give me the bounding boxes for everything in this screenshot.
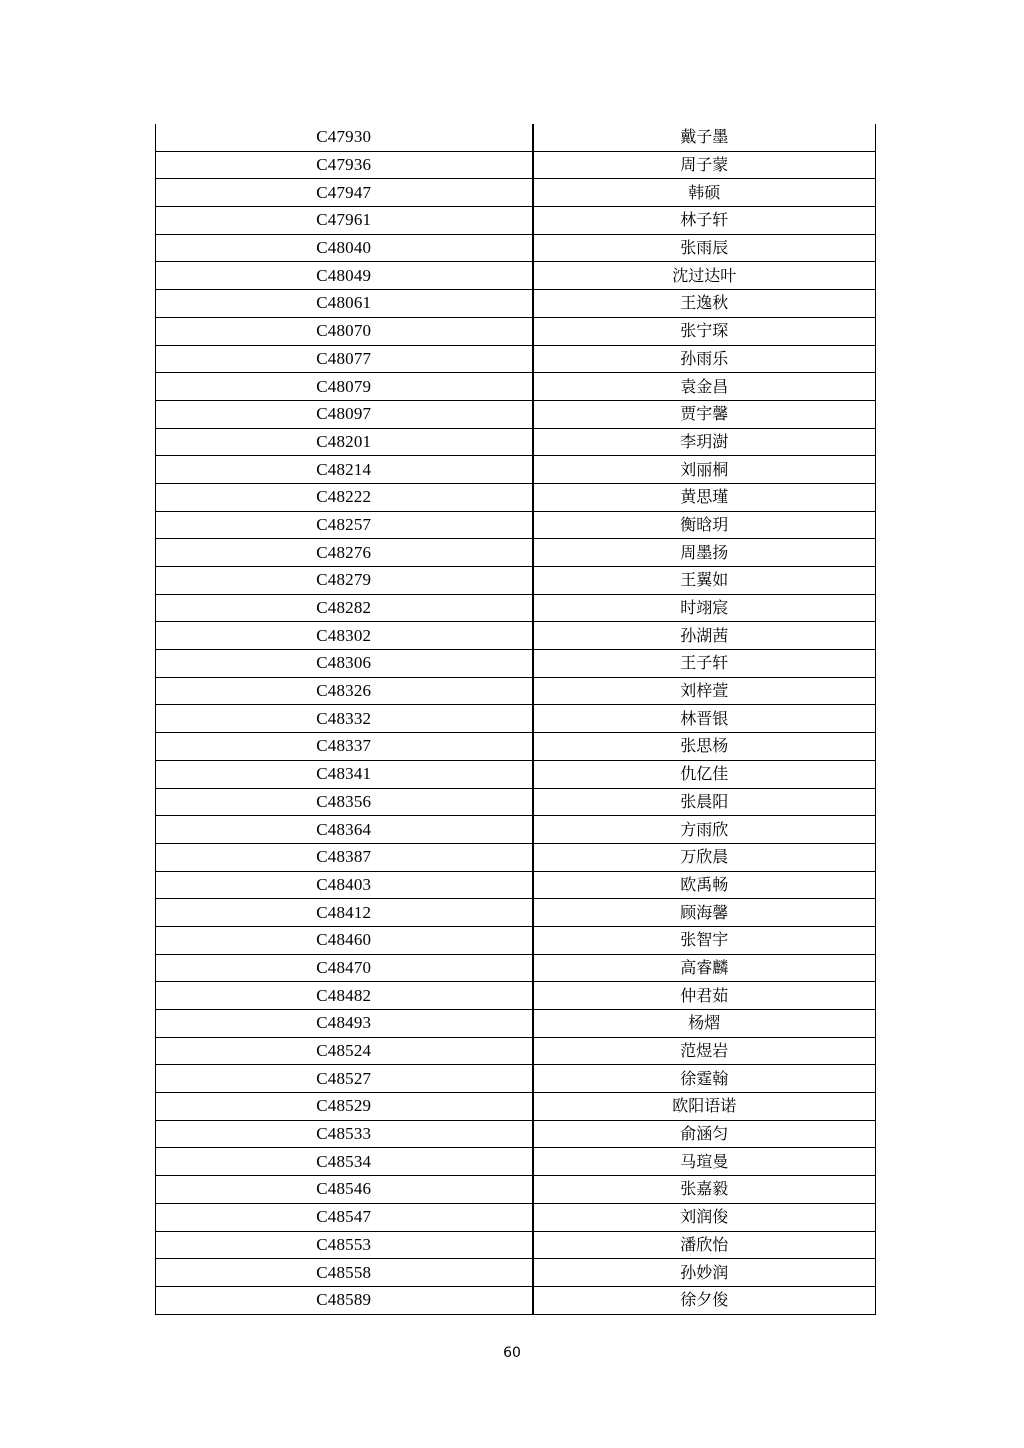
student-name-cell: 王子轩 (533, 650, 876, 678)
table-row (156, 290, 876, 318)
student-name-cell: 林子轩 (533, 207, 876, 235)
student-name-cell: 张晨阳 (533, 788, 876, 816)
student-name-cell: 衡晗玥 (533, 511, 876, 539)
student-id-cell: C48276 (156, 539, 533, 567)
table-row (156, 567, 876, 595)
student-id-cell: C48061 (156, 290, 533, 318)
student-id-cell: C48529 (156, 1093, 533, 1121)
student-name-cell: 贾宇馨 (533, 400, 876, 428)
student-id-cell: C48097 (156, 400, 533, 428)
table-row (156, 539, 876, 567)
table-row (156, 1065, 876, 1093)
table-row (156, 982, 876, 1010)
student-id-cell: C48306 (156, 650, 533, 678)
table-row (156, 816, 876, 844)
table-row (156, 345, 876, 373)
student-id-cell: C47930 (156, 124, 533, 151)
student-id-cell: C48460 (156, 926, 533, 954)
table-row (156, 760, 876, 788)
roster-table (155, 124, 876, 1315)
table-row (156, 788, 876, 816)
student-name-cell: 黄思瑾 (533, 483, 876, 511)
student-name-cell: 徐霆翰 (533, 1065, 876, 1093)
table-row (156, 677, 876, 705)
student-name-cell: 徐夕俊 (533, 1286, 876, 1314)
student-id-cell: C48533 (156, 1120, 533, 1148)
student-name-cell: 王翼如 (533, 567, 876, 595)
table-row (156, 733, 876, 761)
student-id-cell: C48482 (156, 982, 533, 1010)
table-row (156, 1176, 876, 1204)
student-name-cell: 欧阳语诺 (533, 1093, 876, 1121)
student-name-cell: 王逸秋 (533, 290, 876, 318)
student-id-cell: C48412 (156, 899, 533, 927)
student-name-cell: 张思杨 (533, 733, 876, 761)
table-row (156, 456, 876, 484)
table-row (156, 899, 876, 927)
page-number: 60 (503, 1345, 521, 1361)
student-name-cell: 高睿麟 (533, 954, 876, 982)
student-name-cell: 孙雨乐 (533, 345, 876, 373)
student-name-cell: 俞涵匀 (533, 1120, 876, 1148)
student-id-cell: C48364 (156, 816, 533, 844)
student-id-cell: C48257 (156, 511, 533, 539)
student-id-cell: C47961 (156, 207, 533, 235)
student-name-cell: 时翊宸 (533, 594, 876, 622)
student-name-cell: 万欣晨 (533, 843, 876, 871)
table-row (156, 871, 876, 899)
student-id-cell: C48214 (156, 456, 533, 484)
student-name-cell: 林晋银 (533, 705, 876, 733)
student-name-cell: 周墨扬 (533, 539, 876, 567)
student-id-cell: C48040 (156, 234, 533, 262)
table-row (156, 179, 876, 207)
student-name-cell: 潘欣怡 (533, 1231, 876, 1259)
student-name-cell: 张宁琛 (533, 317, 876, 345)
student-id-cell: C48282 (156, 594, 533, 622)
table-row (156, 622, 876, 650)
student-name-cell: 周子蒙 (533, 151, 876, 179)
student-id-cell: C48077 (156, 345, 533, 373)
student-name-cell: 仲君茹 (533, 982, 876, 1010)
student-id-cell: C48547 (156, 1203, 533, 1231)
student-id-cell: C48524 (156, 1037, 533, 1065)
table-row (156, 1203, 876, 1231)
student-name-cell: 马瑄曼 (533, 1148, 876, 1176)
table-row (156, 124, 876, 151)
student-name-cell: 刘润俊 (533, 1203, 876, 1231)
student-id-cell: C48558 (156, 1259, 533, 1287)
student-id-cell: C48332 (156, 705, 533, 733)
table-row (156, 705, 876, 733)
table-row (156, 1093, 876, 1121)
table-row (156, 234, 876, 262)
table-row (156, 1231, 876, 1259)
table-row (156, 207, 876, 235)
table-row (156, 1286, 876, 1314)
student-id-cell: C48534 (156, 1148, 533, 1176)
student-id-cell: C48589 (156, 1286, 533, 1314)
student-name-cell: 范煜岩 (533, 1037, 876, 1065)
table-row (156, 428, 876, 456)
student-id-cell: C48337 (156, 733, 533, 761)
student-id-cell: C48341 (156, 760, 533, 788)
table-row (156, 926, 876, 954)
student-id-cell: C48279 (156, 567, 533, 595)
student-id-cell: C47936 (156, 151, 533, 179)
table-row (156, 262, 876, 290)
table-row (156, 483, 876, 511)
student-id-cell: C48527 (156, 1065, 533, 1093)
student-id-cell: C48070 (156, 317, 533, 345)
table-row (156, 650, 876, 678)
table-row (156, 151, 876, 179)
table-row (156, 843, 876, 871)
student-id-cell: C47947 (156, 179, 533, 207)
student-name-cell: 欧禹畅 (533, 871, 876, 899)
student-id-cell: C48302 (156, 622, 533, 650)
table-row (156, 1010, 876, 1038)
student-name-cell: 袁金昌 (533, 373, 876, 401)
student-name-cell: 刘梓萱 (533, 677, 876, 705)
table-row (156, 373, 876, 401)
student-name-cell: 刘丽桐 (533, 456, 876, 484)
table-row (156, 594, 876, 622)
student-name-cell: 李玥澍 (533, 428, 876, 456)
student-id-cell: C48553 (156, 1231, 533, 1259)
student-id-cell: C48470 (156, 954, 533, 982)
student-id-cell: C48546 (156, 1176, 533, 1204)
table-row (156, 1120, 876, 1148)
student-name-cell: 孙湖茜 (533, 622, 876, 650)
table-row (156, 317, 876, 345)
student-name-cell: 张嘉毅 (533, 1176, 876, 1204)
table-row (156, 1037, 876, 1065)
student-id-cell: C48079 (156, 373, 533, 401)
student-id-cell: C48049 (156, 262, 533, 290)
student-name-cell: 杨熠 (533, 1010, 876, 1038)
student-id-cell: C48356 (156, 788, 533, 816)
student-name-cell: 仇亿佳 (533, 760, 876, 788)
student-id-cell: C48387 (156, 843, 533, 871)
table-row (156, 1148, 876, 1176)
student-name-cell: 沈过达叶 (533, 262, 876, 290)
student-name-cell: 张智宇 (533, 926, 876, 954)
table-row (156, 511, 876, 539)
roster-table-body (156, 124, 876, 1314)
student-name-cell: 戴子墨 (533, 124, 876, 151)
student-id-cell: C48326 (156, 677, 533, 705)
table-row (156, 1259, 876, 1287)
table-row (156, 954, 876, 982)
student-name-cell: 顾海馨 (533, 899, 876, 927)
student-name-cell: 方雨欣 (533, 816, 876, 844)
student-name-cell: 孙妙润 (533, 1259, 876, 1287)
student-id-cell: C48493 (156, 1010, 533, 1038)
student-id-cell: C48403 (156, 871, 533, 899)
student-id-cell: C48222 (156, 483, 533, 511)
table-row (156, 400, 876, 428)
student-name-cell: 张雨辰 (533, 234, 876, 262)
student-id-cell: C48201 (156, 428, 533, 456)
student-name-cell: 韩硕 (533, 179, 876, 207)
